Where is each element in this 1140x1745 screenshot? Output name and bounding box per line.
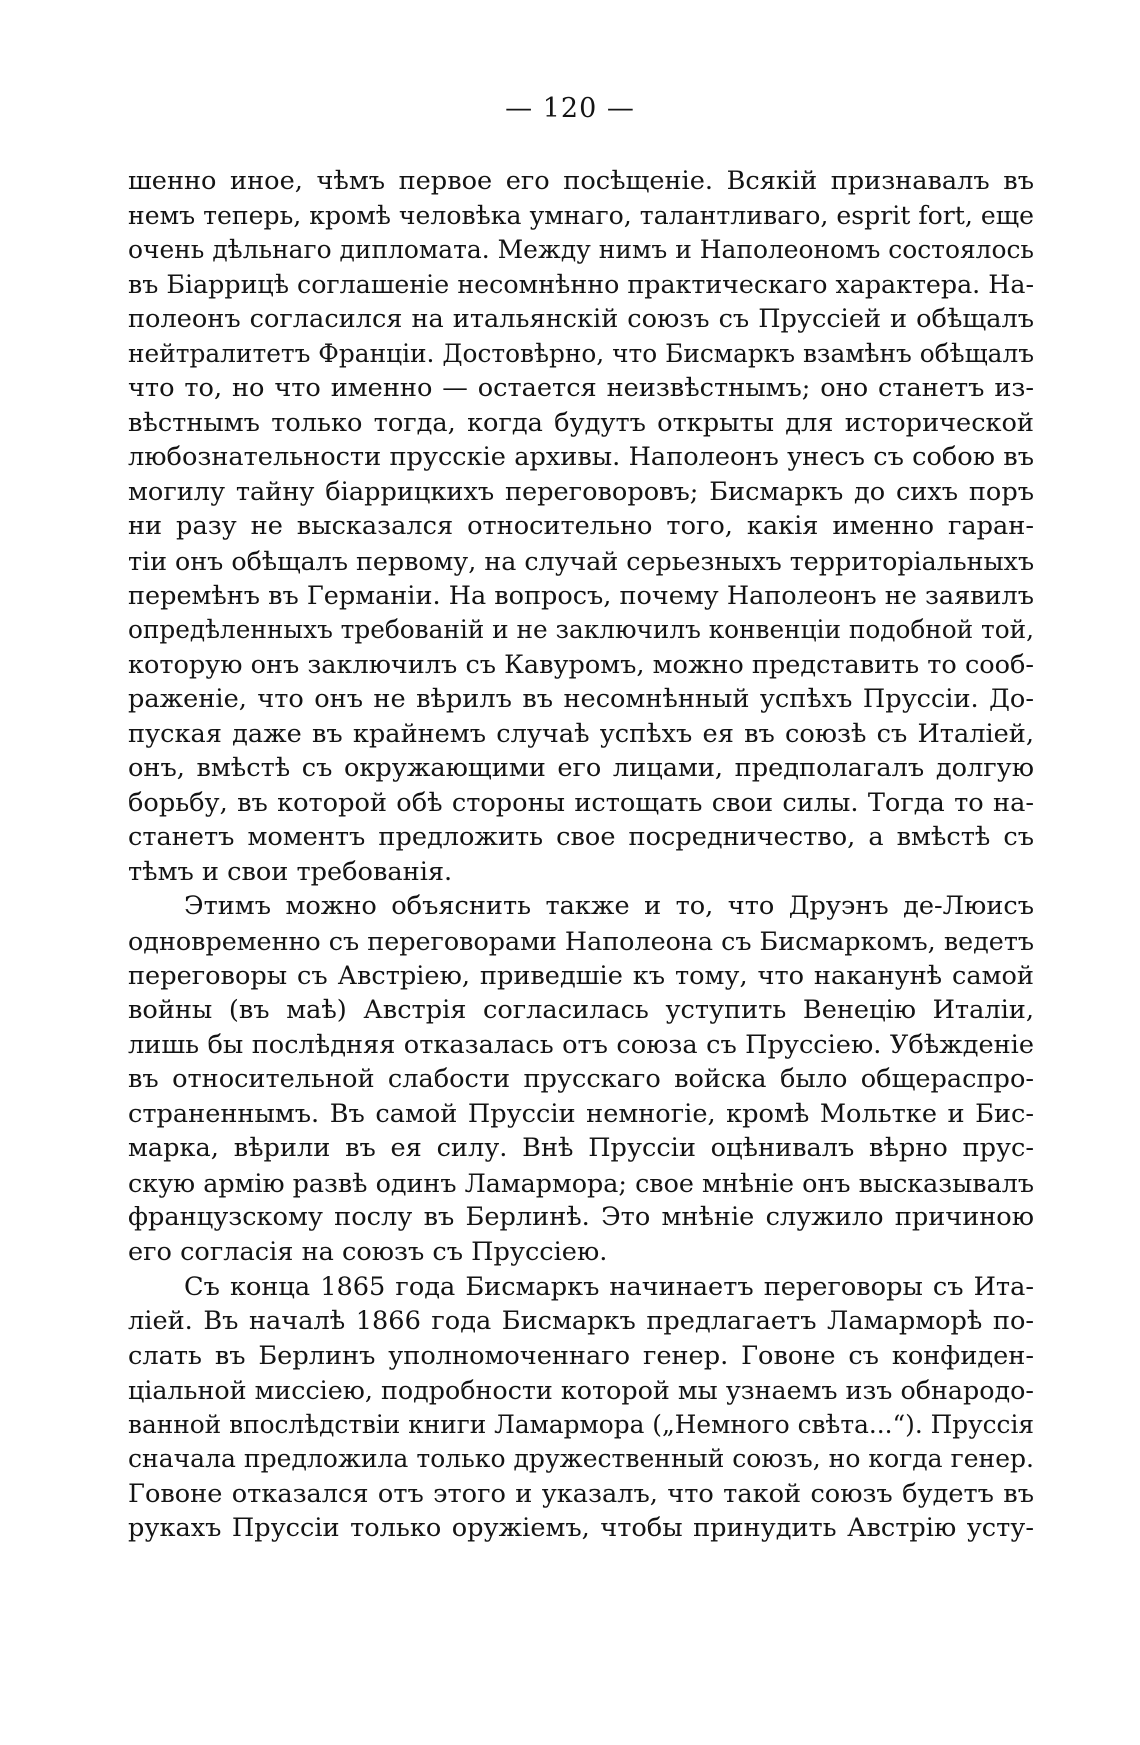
- text-line: ванной впослѣдствіи книги Ламармора („Немного свѣта...“). Пруссія: [128, 1409, 1034, 1439]
- text-line: нейтралитетъ Франціи. Достовѣрно, что Бисмаркъ взамѣнъ обѣщалъ: [128, 338, 1034, 368]
- text-line: страненнымъ. Въ самой Пруссіи немногіе, кромѣ Мольтке и Бис-: [128, 1098, 1034, 1129]
- text-line: тіи онъ обѣщалъ первому, на случай серьезныхъ территоріальныхъ: [128, 546, 1034, 577]
- text-line: слать въ Берлинъ уполномоченнаго генер. Говоне съ конфиден-: [128, 1340, 1034, 1371]
- text-line: войны (въ маѣ) Австрія согласилась уступить Венецію Италіи,: [128, 995, 1034, 1026]
- text-line: перемѣнъ въ Германіи. На вопросъ, почему Наполеонъ не заявилъ: [128, 580, 1034, 611]
- text-line: ни разу не высказался относительно того, какія именно гаран-: [128, 511, 1034, 542]
- text-line: борьбу, въ которой обѣ стороны истощать свои силы. Тогда то на-: [128, 787, 1034, 818]
- text-line: переговоры съ Австріею, приведшіе къ тому, что наканунѣ самой: [128, 960, 1034, 991]
- text-line: сначала предложила только дружественный союзъ, но когда генер.: [128, 1444, 1034, 1474]
- page-number: — 120 —: [505, 93, 635, 124]
- text-line: тѣмъ и свои требованія.: [128, 856, 453, 887]
- text-line: опредѣленныхъ требованій и не заключилъ конвенціи подобной той,: [128, 615, 1034, 645]
- text-line: любознательности прусскіе архивы. Наполеонъ унесъ съ собою въ: [128, 442, 1034, 473]
- text-line: Этимъ можно объяснить также и то, что Друэнъ де-Люисъ: [184, 891, 1034, 922]
- text-line: онъ, вмѣстѣ съ окружающими его лицами, предполагалъ долгую: [128, 753, 1034, 784]
- text-line: шенно иное, чѣмъ первое его посѣщеніе. Всякій признавалъ въ: [128, 166, 1034, 196]
- text-line: пуская даже въ крайнемъ случаѣ успѣхъ ея въ союзѣ съ Италіей,: [128, 718, 1034, 749]
- text-line: раженіе, что онъ не вѣрилъ въ несомнѣнный успѣхъ Пруссіи. До-: [128, 684, 1034, 715]
- text-line: немъ теперь, кромѣ человѣка умнаго, талантливаго, esprit fort, еще: [128, 200, 1034, 230]
- text-line: его согласія на союзъ съ Пруссіею.: [128, 1236, 608, 1267]
- text-line: лишь бы послѣдняя отказалась отъ союза съ Пруссіею. Убѣжденіе: [128, 1029, 1034, 1060]
- text-line: скую армію развѣ одинъ Ламармора; свое мнѣніе онъ высказывалъ: [128, 1167, 1034, 1198]
- text-line: полеонъ согласился на итальянскій союзъ съ Пруссіей и обѣщалъ: [128, 304, 1034, 335]
- text-line: ціальной миссіею, подробности которой мы узнаемъ изъ обнародо-: [128, 1375, 1034, 1406]
- text-line: французскому послу въ Берлинѣ. Это мнѣніе служило причиною: [128, 1202, 1034, 1233]
- body-text: [128, 164, 1034, 1546]
- text-line: что то, но что именно — остается неизвѣстнымъ; оно станетъ из-: [128, 373, 1034, 404]
- text-line: которую онъ заключилъ съ Кавуромъ, можно представить то сооб-: [128, 649, 1034, 680]
- text-line: ліей. Въ началѣ 1866 года Бисмаркъ предлагаетъ Ламарморѣ по-: [128, 1306, 1034, 1337]
- text-line: очень дѣльнаго дипломата. Между нимъ и Наполеономъ состоялось: [128, 235, 1034, 265]
- text-line: въ Біаррицѣ соглашеніе несомнѣнно практическаго характера. На-: [128, 269, 1034, 299]
- text-line: рукахъ Пруссіи только оружіемъ, чтобы принудить Австрію усту-: [128, 1513, 1034, 1544]
- text-line: въ относительной слабости прусскаго войска было общераспро-: [128, 1064, 1034, 1095]
- text-line: Съ конца 1865 года Бисмаркъ начинаетъ переговоры съ Ита-: [184, 1271, 1034, 1302]
- text-line: Говоне отказался отъ этого и указалъ, что такой союзъ будетъ въ: [128, 1478, 1034, 1509]
- text-line: станетъ моментъ предложить свое посредничество, а вмѣстѣ съ: [128, 822, 1034, 853]
- text-line: могилу тайну біаррицкихъ переговоровъ; Бисмаркъ до сихъ поръ: [128, 476, 1034, 507]
- text-line: одновременно съ переговорами Наполеона съ Бисмаркомъ, ведетъ: [128, 926, 1034, 957]
- text-line: марка, вѣрили въ ея силу. Внѣ Пруссіи оцѣнивалъ вѣрно прус-: [128, 1133, 1034, 1164]
- text-line: вѣстнымъ только тогда, когда будутъ открыты для исторической: [128, 407, 1034, 438]
